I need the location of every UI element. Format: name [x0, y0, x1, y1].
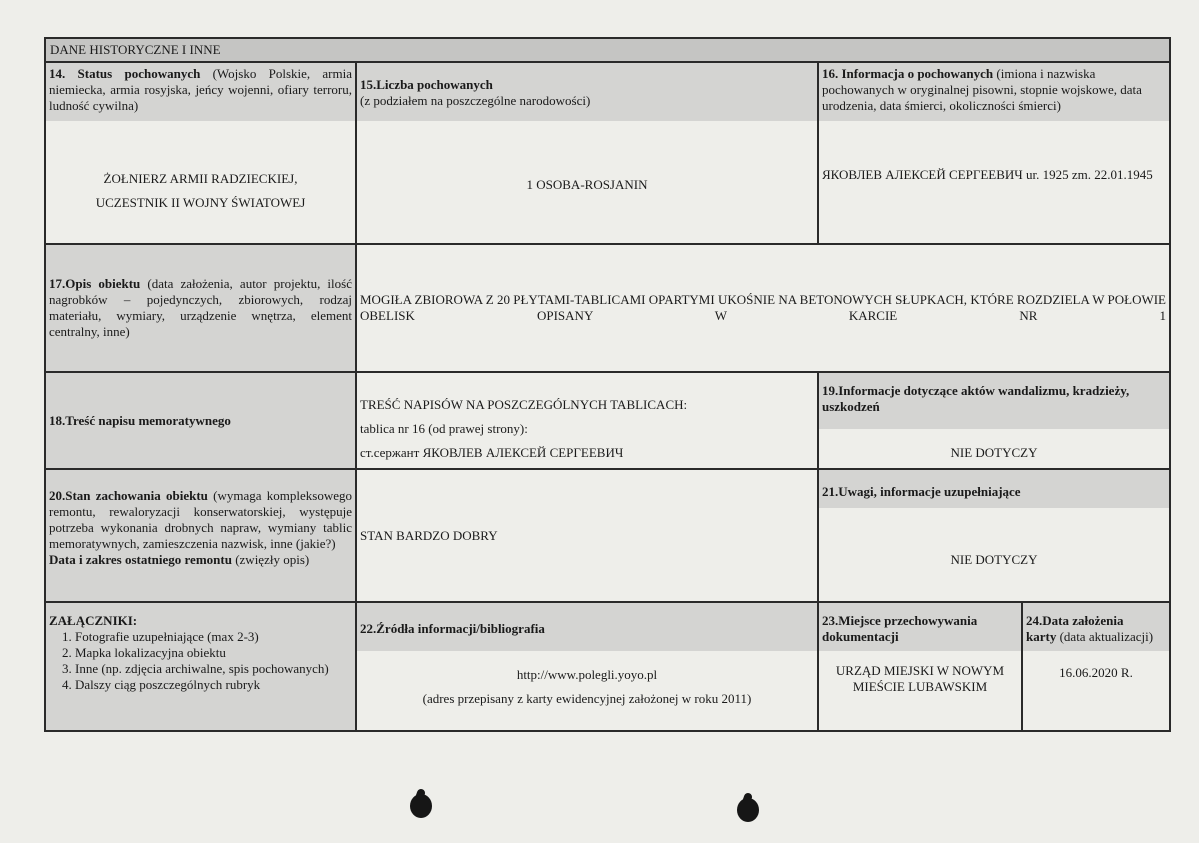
card-date-label [1023, 603, 1169, 651]
vandalism-label [819, 373, 1169, 429]
sources-label [357, 603, 817, 651]
cell-description-value [357, 245, 1169, 371]
status-value-line2: UCZESTNIK II WOJNY ŚWIATOWEJ [95, 195, 306, 210]
inscription-line2: tablica nr 16 (od prawej strony): [360, 421, 528, 436]
punch-hole-right [737, 798, 759, 822]
status-value [46, 121, 355, 215]
count-label-title: 15.Liczba pochowanych [360, 77, 493, 92]
condition-label-title: 20.Stan zachowania obiektu [49, 488, 208, 503]
attachments-list [49, 629, 352, 693]
count-value: 1 OSOBA-ROSJANIN [526, 177, 648, 192]
card-date-label-title2: karty [1026, 629, 1057, 644]
row-attachments [46, 603, 1169, 730]
row-burials [46, 63, 1169, 245]
remarks-label-text: 21.Uwagi, informacje uzupełniające [822, 484, 1021, 499]
cell-storage [819, 603, 1023, 730]
punch-hole-left [410, 794, 432, 818]
attachment-item: 4. Dalszy ciąg poszczególnych rubryk [75, 677, 352, 693]
persons-value: ЯКОВЛЕВ АЛЕКСЕЙ СЕРГЕЕВИЧ ur. 1925 zm. 22.01.1945 [822, 167, 1153, 182]
count-label-desc: (z podziałem na poszczególne narodowości) [360, 93, 591, 108]
inscription-line3: ст.сержант ЯКОВЛЕВ АЛЕКСЕЙ СЕРГЕЕВИЧ [360, 445, 624, 460]
cell-inscription-label [46, 373, 357, 468]
description-label-title: 17.Opis obiektu [49, 276, 141, 291]
condition-label-desc: (wymaga kompleksowego remontu, rewaloryzacji konserwatorskiej, występuje potrzeba wykonania drobnych napraw, wymiany tablic memoratywnych, zamieszczenia nazwisk, inne (jakie?) [49, 488, 352, 551]
inscription-label: 18.Treść napisu memoratywnego [49, 412, 231, 428]
row-description [46, 245, 1169, 373]
row-condition [46, 470, 1169, 603]
status-label-title: 14. Status pochowanych [49, 66, 201, 81]
remarks-value: NIE DOTYCZY [950, 552, 1038, 567]
status-value-line1: ŻOŁNIERZ ARMII RADZIECKIEJ, [103, 171, 298, 186]
count-label [357, 63, 817, 121]
sources-value [357, 651, 817, 711]
vandalism-label-text: 19.Informacje dotyczące aktów wandalizmu, kradzieży, uszkodzeń [822, 383, 1130, 414]
cell-status [46, 63, 357, 243]
attachment-item: 3. Inne (np. zdjęcia archiwalne, spis pochowanych) [75, 661, 352, 677]
sources-url: http://www.polegli.yoyo.pl [516, 667, 658, 682]
condition-label-desc2: (zwięzły opis) [231, 552, 310, 567]
card-date-label-title: 24.Data założenia [1026, 613, 1124, 628]
cell-condition-label [46, 470, 357, 601]
cell-inscription-value [357, 373, 819, 468]
remarks-label [819, 470, 1169, 508]
persons-label-desc: (imiona i nazwiska pochowanych w oryginalnej pisowni, stopnie wojskowe, data urodzenia, data śmierci, okoliczności śmierci) [822, 66, 1142, 113]
persons-label [819, 63, 1169, 121]
attachment-item: 1. Fotografie uzupełniające (max 2-3) [75, 629, 352, 645]
storage-value: URZĄD MIEJSKI W NOWYM MIEŚCIE LUBAWSKIM [835, 663, 1005, 694]
attachments-label: ZAŁĄCZNIKI: [49, 613, 138, 628]
cell-count [357, 63, 819, 243]
attachment-item: 2. Mapka lokalizacyjna obiektu [75, 645, 352, 661]
section-header: DANE HISTORYCZNE I INNE [46, 39, 1169, 63]
description-label-desc: (data założenia, autor projektu, ilość nagrobków – pojedynczych, zbiorowych, rodzaj materiału, wymiary, urządzenie wnętrza, element centralny, inne) [49, 276, 352, 339]
cell-sources [357, 603, 819, 730]
cell-attachments [46, 603, 357, 730]
sources-note: (adres przepisany z karty ewidencyjnej założonej w roku 2011) [422, 691, 752, 706]
cell-description-label [46, 245, 357, 371]
storage-label [819, 603, 1021, 651]
vandalism-value: NIE DOTYCZY [950, 445, 1038, 460]
card-date-label-desc: (data aktualizacji) [1056, 629, 1154, 644]
status-label-desc: (Wojsko Polskie, armia niemiecka, armia rosyjska, jeńcy wojenni, ofiary terroru, ludność cywilna) [49, 66, 352, 113]
inscription-line1: TREŚĆ NAPISÓW NA POSZCZEGÓLNYCH TABLICACH: [360, 397, 688, 412]
cell-vandalism [819, 373, 1169, 468]
card-date-value: 16.06.2020 R. [1059, 665, 1133, 680]
row-inscription [46, 373, 1169, 470]
condition-label-title2: Data i zakres ostatniego remontu [49, 552, 232, 567]
sources-label-text: 22.Źródła informacji/bibliografia [360, 621, 545, 636]
cell-remarks [819, 470, 1169, 601]
status-label [46, 63, 355, 121]
cell-condition-value [357, 470, 819, 601]
description-value: MOGIŁA ZBIOROWA Z 20 PŁYTAMI-TABLICAMI OPARTYMI UKOŚNIE NA BETONOWYCH SŁUPKACH, KTÓRE ROZDZIELA W POŁOWIE OBELISK OPISANY W KARCIE NR 1 [360, 292, 1166, 323]
cell-persons [819, 63, 1169, 243]
cell-card-date [1023, 603, 1169, 730]
persons-label-title: 16. Informacja o pochowanych [822, 66, 994, 81]
condition-value: STAN BARDZO DOBRY [360, 527, 498, 543]
storage-label-text: 23.Miejsce przechowywania dokumentacji [822, 613, 978, 644]
historical-data-table [44, 37, 1171, 732]
